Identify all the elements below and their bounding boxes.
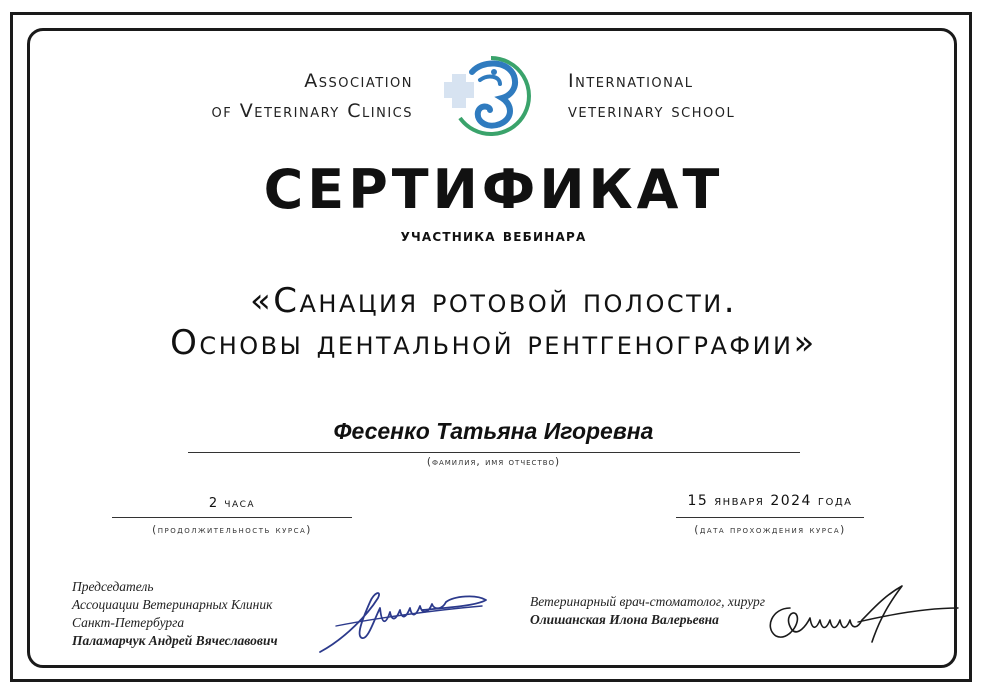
- school-logo: [442, 52, 540, 140]
- course-title-line-2: Основы дентальной рентгенографии»: [170, 323, 817, 363]
- association-name-line-2: of Veterinary Clinics: [211, 100, 413, 122]
- school-name-line-1: International: [568, 70, 694, 92]
- name-caption: (фамилия, имя отчество): [426, 456, 561, 468]
- course-title: [0, 280, 987, 364]
- association-name-line-1: Association: [304, 70, 413, 92]
- participant-name: Фесенко Татьяна Игоревна: [333, 418, 654, 444]
- chairman-title-line-1: Председатель: [72, 579, 154, 594]
- chairman-title-line-2: Ассоциации Ветеринарных Клиник: [72, 597, 273, 612]
- dentist-name: Олишанская Илона Валерьевна: [530, 612, 719, 627]
- dentist-role: Ветеринарный врач-стоматолог, хирург: [530, 594, 766, 609]
- course-title-line-1: «Санация ротовой полости.: [249, 281, 738, 321]
- association-name: [211, 66, 413, 126]
- school-name-line-2: veterinary school: [568, 100, 736, 122]
- chairman-signature-block: [72, 578, 278, 650]
- date-caption: (дата прохождения курса): [694, 524, 846, 536]
- certificate-subtitle: участника вебинара: [400, 226, 587, 246]
- chairman-name: Паламарчук Андрей Вячеславович: [72, 633, 278, 648]
- dentist-signature-block: [530, 593, 765, 629]
- school-name: [568, 66, 735, 126]
- chairman-title-line-3: Санкт-Петербурга: [72, 615, 185, 630]
- dentist-handwritten-signature: [762, 578, 962, 650]
- duration-value: 2 часа: [208, 496, 256, 511]
- date-value: 15 января 2024 года: [687, 493, 853, 509]
- duration-underline: [112, 517, 352, 518]
- name-underline: [188, 452, 800, 453]
- duration-caption: (продолжительность курса): [152, 524, 312, 536]
- date-underline: [676, 517, 864, 518]
- chairman-handwritten-signature: [316, 580, 492, 658]
- certificate-title: СЕРТИФИКАТ: [263, 158, 724, 221]
